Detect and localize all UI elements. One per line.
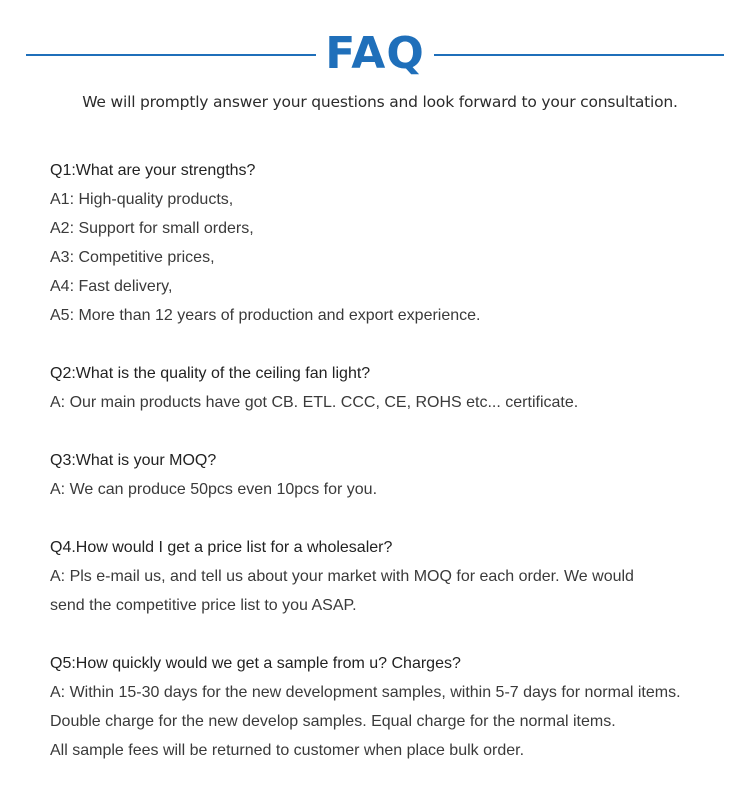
- faq-answer-line: A4: Fast delivery,: [50, 278, 173, 295]
- faq-question: Q4.How would I get a price list for a wholesaler?: [50, 539, 393, 556]
- faq-item-2: [50, 359, 740, 417]
- faq-item-1: [50, 156, 740, 330]
- faq-item-3: [50, 446, 740, 504]
- faq-answer-line: A: We can produce 50pcs even 10pcs for you.: [50, 481, 378, 498]
- page-title: FAQ: [325, 28, 425, 79]
- faq-question: Q1:What are your strengths?: [50, 162, 256, 179]
- faq-answer-line: A2: Support for small orders,: [50, 220, 254, 237]
- header-rule-right: [434, 54, 724, 56]
- faq-list: [50, 156, 740, 794]
- faq-header: [0, 0, 750, 120]
- faq-question: Q5:How quickly would we get a sample from u? Charges?: [50, 655, 461, 672]
- faq-item-4: [50, 533, 740, 620]
- header-rule-left: [26, 54, 316, 56]
- faq-answer-line: A5: More than 12 years of production and export experience.: [50, 307, 481, 324]
- faq-question: Q3:What is your MOQ?: [50, 452, 217, 469]
- faq-answer-line: All sample fees will be returned to customer when place bulk order.: [50, 742, 525, 759]
- faq-item-5: [50, 649, 740, 765]
- faq-answer-line: A: Within 15-30 days for the new development samples, within 5-7 days for normal items.: [50, 684, 681, 701]
- faq-answer-line: A: Our main products have got CB. ETL. CCC, CE, ROHS etc... certificate.: [50, 394, 579, 411]
- faq-question: Q2:What is the quality of the ceiling fan light?: [50, 365, 371, 382]
- page-subtitle: We will promptly answer your questions and look forward to your consultation.: [82, 93, 678, 111]
- faq-answer-line: A1: High-quality products,: [50, 191, 234, 208]
- faq-answer-line: A: Pls e-mail us, and tell us about your market with MOQ for each order. We would: [50, 568, 634, 585]
- faq-answer-line: Double charge for the new develop samples. Equal charge for the normal items.: [50, 713, 616, 730]
- faq-answer-line: A3: Competitive prices,: [50, 249, 215, 266]
- faq-answer-line: send the competitive price list to you ASAP.: [50, 597, 357, 614]
